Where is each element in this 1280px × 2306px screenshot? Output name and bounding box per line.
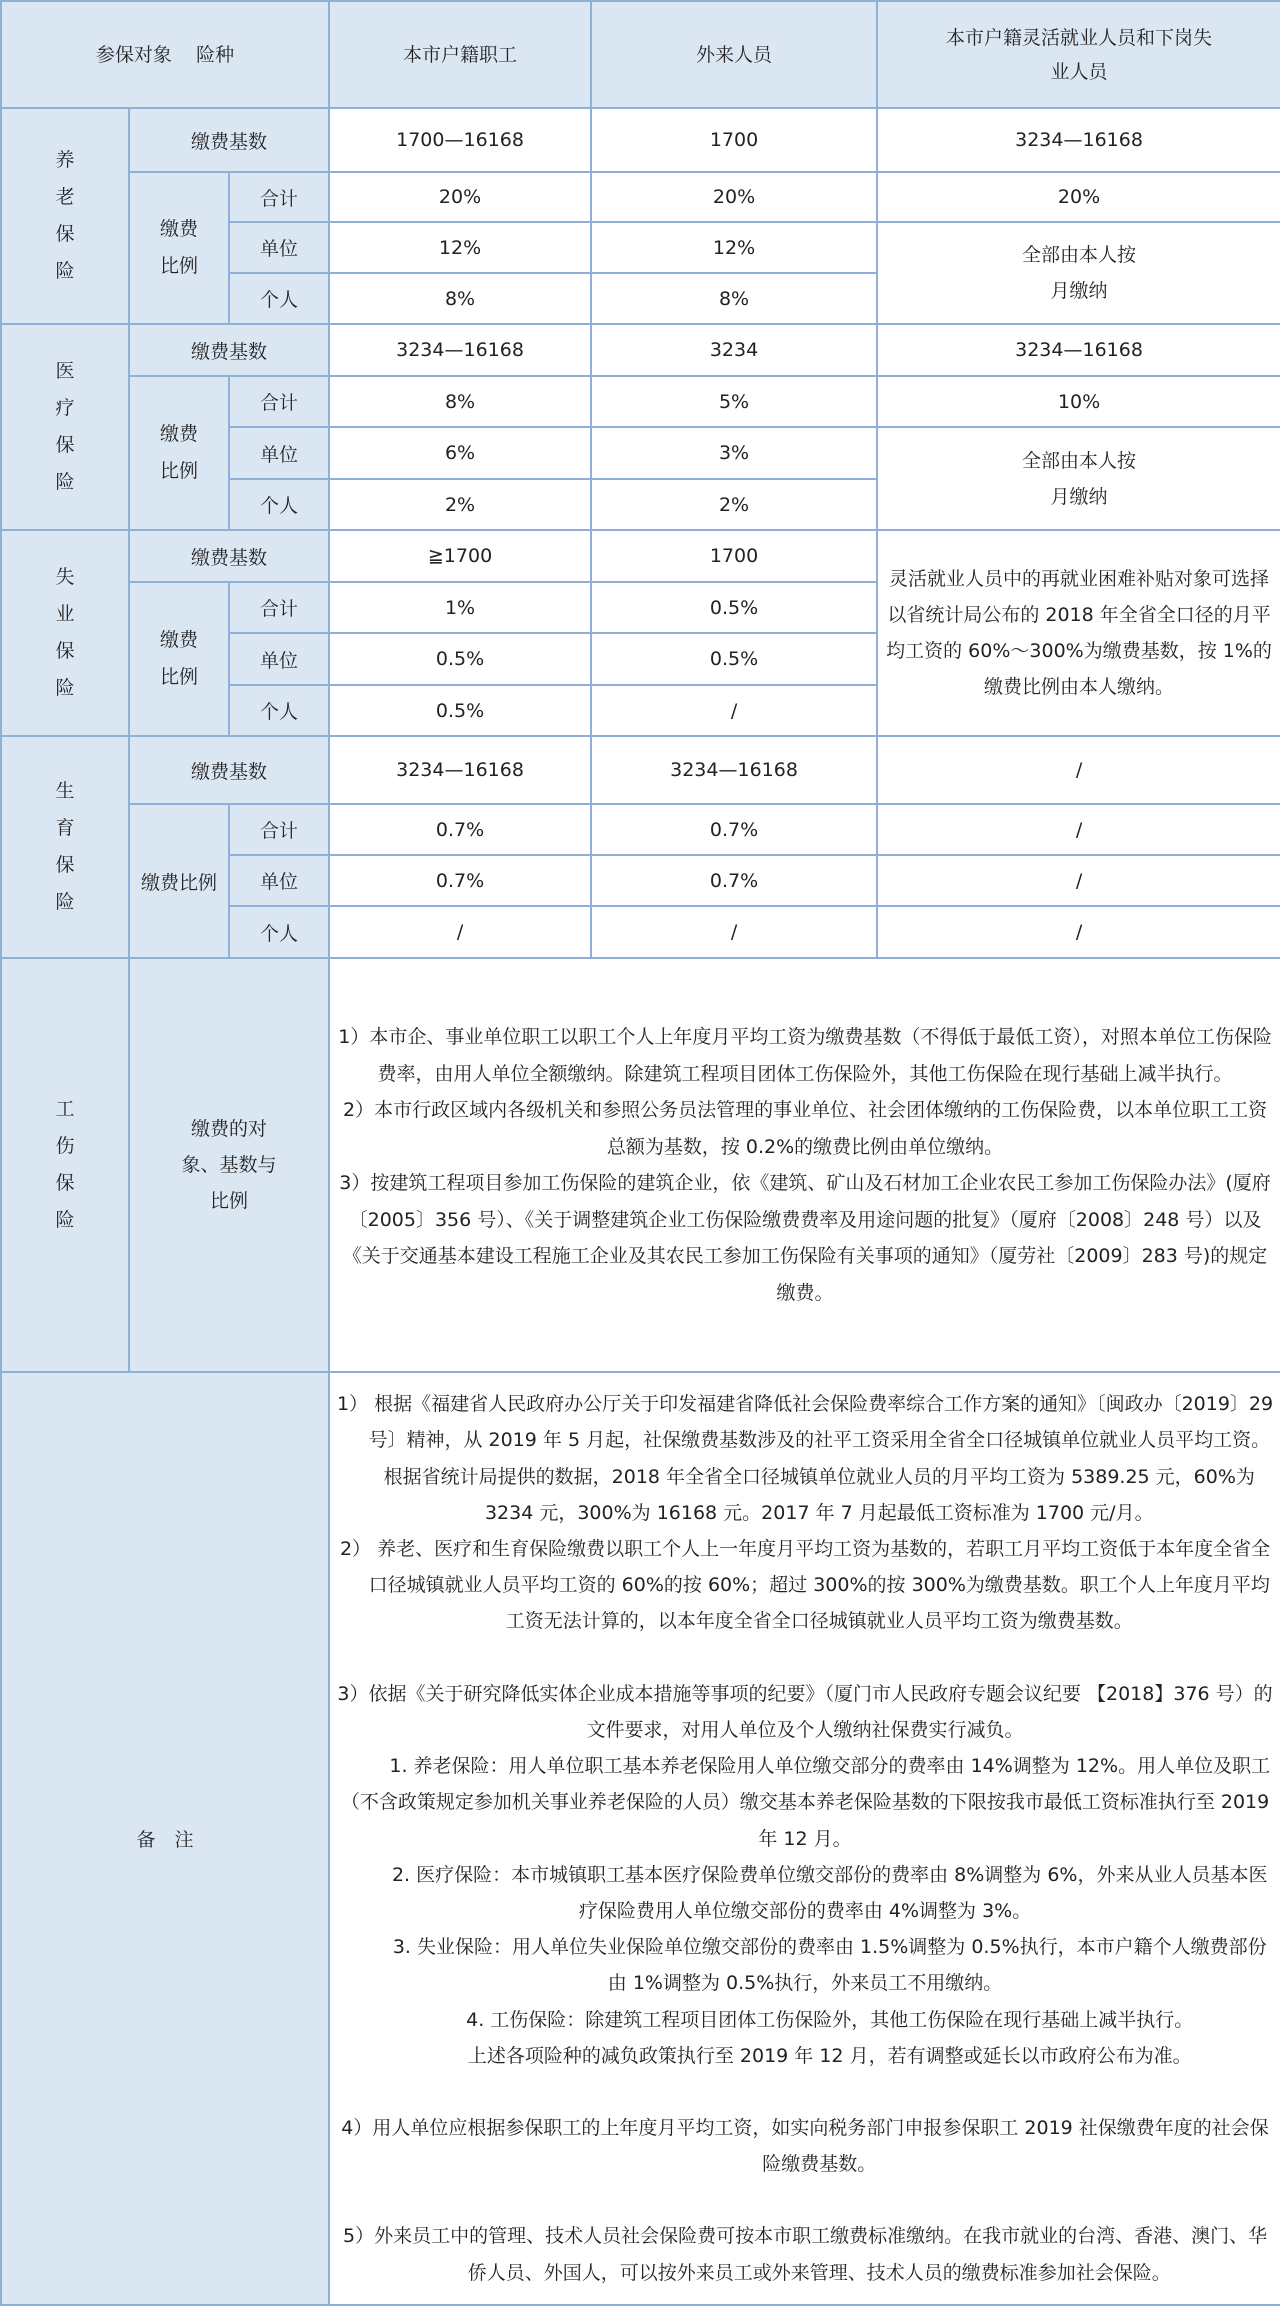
pension-person-local: 8% <box>329 273 591 324</box>
medical-ratio-text: 缴费比例 <box>159 423 198 482</box>
maternity-person-flexible: / <box>877 906 1280 958</box>
pension-unit-label: 单位 <box>229 222 329 273</box>
medical-total-migrant: 5% <box>591 376 877 427</box>
maternity-person-local: / <box>329 906 591 958</box>
header-local-workers: 本市户籍职工 <box>329 1 591 108</box>
maternity-label-text: 生育保险 <box>55 780 75 913</box>
injury-method-label <box>129 958 329 1372</box>
medical-ratio-label <box>129 376 229 530</box>
unemployment-label-text: 失业保险 <box>55 566 75 699</box>
note-3: 3）依据《关于研究降低实体企业成本措施等事项的纪要》（厦门市人民政府专题会议纪要 【2018】376 号）的文件要求，对用人单位及个人缴纳社保费实行减负。 <box>337 1682 1273 1741</box>
medical-unit-migrant: 3% <box>591 427 877 479</box>
unemployment-unit-migrant: 0.5% <box>591 633 877 685</box>
injury-rules <box>329 958 1280 1372</box>
unemployment-ratio-text: 缴费比例 <box>159 629 198 688</box>
pension-total-migrant: 20% <box>591 172 877 222</box>
pension-section-label <box>1 108 129 324</box>
header-corner-cell <box>1 1 329 108</box>
maternity-unit-flexible: / <box>877 855 1280 906</box>
maternity-unit-label: 单位 <box>229 855 329 906</box>
unemployment-unit-label: 单位 <box>229 633 329 685</box>
note-3-validity: 上述各项险种的减负政策执行至 2019 年 12 月，若有调整或延长以市政府公布为准。 <box>467 2044 1192 2067</box>
pension-total-local: 20% <box>329 172 591 222</box>
unemployment-section-label <box>1 530 129 736</box>
injury-rule-2: 2）本市行政区域内各级机关和参照公务员法管理的事业单位、社会团体缴纳的工伤保险费，以本单位职工工资总额为基数，按 0.2%的缴费比例由单位缴纳。 <box>342 1099 1268 1158</box>
maternity-base-migrant: 3234—16168 <box>591 736 877 804</box>
medical-unit-local: 6% <box>329 427 591 479</box>
unemployment-ratio-label <box>129 582 229 736</box>
pension-unit-local: 12% <box>329 222 591 273</box>
note-2: 2） 养老、医疗和生育保险缴费以职工个人上一年度月平均工资为基数的，若职工月平均工资低于本年度全省全口径城镇就业人员平均工资的 60%的按 60%；超过 300%的按 300%为缴费基数。职工个人上年度月平均工资无法计算的，以本年度全省全口径城镇就业人员平均工资为缴费基数。 <box>339 1538 1271 1633</box>
medical-total-local: 8% <box>329 376 591 427</box>
maternity-base-local: 3234—16168 <box>329 736 591 804</box>
medical-total-flexible: 10% <box>877 376 1280 427</box>
pension-total-flexible: 20% <box>877 172 1280 222</box>
medical-base-local: 3234—16168 <box>329 324 591 376</box>
unemployment-base-label: 缴费基数 <box>129 530 329 582</box>
pension-base-flexible: 3234—16168 <box>877 108 1280 172</box>
pension-label-text: 养老保险 <box>55 149 75 282</box>
pension-total-label: 合计 <box>229 172 329 222</box>
medical-label-text: 医疗保险 <box>55 360 75 493</box>
note-1: 1） 根据《福建省人民政府办公厅关于印发福建省降低社会保险费率综合工作方案的通知》〔闽政办〔2019〕29 号〕精神，从 2019 年 5 月起，社保缴费基数涉及的社平工资采用全省全口径城镇单位就业人员平均工资。根据省统计局提供的数据，2018 年全省全口径城镇单位就业人员的月平均工资为 5389.25 元，60%为 3234 元，300%为 16168 元。2017 年 7 月起最低工资标准为 1700 元/月。 <box>336 1393 1274 1524</box>
unemployment-person-local: 0.5% <box>329 685 591 736</box>
maternity-base-flexible: / <box>877 736 1280 804</box>
injury-method-text: 缴费的对象、基数与比例 <box>181 1118 277 1212</box>
medical-unit-label: 单位 <box>229 427 329 479</box>
note-3-pension: 1. 养老保险：用人单位职工基本养老保险用人单位缴交部分的费率由 14%调整为 12%。用人单位及职工（不含政策规定参加机关事业养老保险的人员）缴交基本养老保险基数的下限按我市最低工资标准执行至 2019 年 12 月。 <box>340 1755 1271 1850</box>
note-3-injury: 4. 工伤保险：除建筑工程项目团体工伤保险外，其他工伤保险在现行基础上减半执行。 <box>466 2008 1194 2031</box>
unemployment-person-migrant: / <box>591 685 877 736</box>
unemployment-total-label: 合计 <box>229 582 329 633</box>
header-flexible-workers <box>877 1 1280 108</box>
unemployment-unit-local: 0.5% <box>329 633 591 685</box>
maternity-total-local: 0.7% <box>329 804 591 855</box>
maternity-ratio-label: 缴费比例 <box>129 804 229 958</box>
maternity-person-label: 个人 <box>229 906 329 958</box>
pension-base-label: 缴费基数 <box>129 108 329 172</box>
maternity-base-label: 缴费基数 <box>129 736 329 804</box>
medical-person-label: 个人 <box>229 479 329 530</box>
pension-person-label: 个人 <box>229 273 329 324</box>
medical-base-flexible: 3234—16168 <box>877 324 1280 376</box>
header-flexible-workers-text: 本市户籍灵活就业人员和下岗失业人员 <box>946 26 1213 83</box>
maternity-total-label: 合计 <box>229 804 329 855</box>
unemployment-person-label: 个人 <box>229 685 329 736</box>
note-3-unemployment: 3. 失业保险：用人单位失业保险单位缴交部份的费率由 1.5%调整为 0.5%执行，本市户籍个人缴费部份由 1%调整为 0.5%执行，外来员工不用缴纳。 <box>392 1936 1267 1995</box>
pension-person-migrant: 8% <box>591 273 877 324</box>
pension-base-local: 1700—16168 <box>329 108 591 172</box>
pension-self-pay <box>877 222 1280 324</box>
maternity-total-flexible: / <box>877 804 1280 855</box>
notes-content <box>329 1372 1280 2305</box>
unemployment-base-migrant: 1700 <box>591 530 877 582</box>
note-3-medical: 2. 医疗保险：本市城镇职工基本医疗保险费单位缴交部份的费率由 8%调整为 6%，外来从业人员基本医疗保险费用人单位缴交部份的费率由 4%调整为 3%。 <box>391 1863 1268 1922</box>
injury-label-text: 工伤保险 <box>55 1098 75 1231</box>
medical-person-local: 2% <box>329 479 591 530</box>
note-5: 5）外来员工中的管理、技术人员社会保险费可按本市职工缴费标准缴纳。在我市就业的台湾、香港、澳门、华侨人员、外国人，可以按外来员工或外来管理、技术人员的缴费标准参加社会保险。 <box>342 2225 1268 2284</box>
medical-self-pay <box>877 427 1280 530</box>
pension-ratio-label <box>129 172 229 324</box>
header-insurance-type-label: 险种 <box>196 43 235 66</box>
pension-ratio-text: 缴费比例 <box>159 218 198 277</box>
maternity-unit-migrant: 0.7% <box>591 855 877 906</box>
unemployment-base-local: ≧1700 <box>329 530 591 582</box>
unemployment-flexible-note: 灵活就业人员中的再就业困难补贴对象可选择以省统计局公布的 2018 年全省全口径的月平均工资的 60%～300%为缴费基数，按 1%的缴费比例由本人缴纳。 <box>877 530 1280 736</box>
medical-section-label <box>1 324 129 530</box>
injury-rule-3: 3）按建筑工程项目参加工伤保险的建筑企业，依《建筑、矿山及石材加工企业农民工参加工伤保险办法》(厦府〔2005〕356 号）、《关于调整建筑企业工伤保险缴费费率及用途问题的批复》（厦府〔2008〕248 号）以及《关于交通基本建设工程施工企业及其农民工参加工伤保险有关事项的通知》（厦劳社〔2009〕283 号)的规定缴费。 <box>339 1172 1271 1304</box>
medical-total-label: 合计 <box>229 376 329 427</box>
injury-section-label <box>1 958 129 1372</box>
notes-label: 备 注 <box>1 1372 329 2305</box>
medical-person-migrant: 2% <box>591 479 877 530</box>
maternity-unit-local: 0.7% <box>329 855 591 906</box>
header-insured-label: 参保对象 <box>95 43 172 66</box>
injury-rule-1: 1）本市企、事业单位职工以职工个人上年度月平均工资为缴费基数（不得低于最低工资），对照本单位工伤保险费率，由用人单位全额缴纳。除建筑工程项目团体工伤保险外，其他工伤保险在现行基础上减半执行。 <box>338 1026 1272 1085</box>
pension-self-pay-text: 全部由本人按月缴纳 <box>1022 244 1137 302</box>
pension-unit-migrant: 12% <box>591 222 877 273</box>
unemployment-total-local: 1% <box>329 582 591 633</box>
medical-base-migrant: 3234 <box>591 324 877 376</box>
medical-base-label: 缴费基数 <box>129 324 329 376</box>
note-4: 4）用人单位应根据参保职工的上年度月平均工资，如实向税务部门申报参保职工 2019 社保缴费年度的社会保险缴费基数。 <box>341 2116 1269 2176</box>
maternity-total-migrant: 0.7% <box>591 804 877 855</box>
maternity-section-label <box>1 736 129 958</box>
pension-base-migrant: 1700 <box>591 108 877 172</box>
header-migrant-workers: 外来人员 <box>591 1 877 108</box>
unemployment-total-migrant: 0.5% <box>591 582 877 633</box>
medical-self-pay-text: 全部由本人按月缴纳 <box>1022 449 1137 508</box>
maternity-person-migrant: / <box>591 906 877 958</box>
